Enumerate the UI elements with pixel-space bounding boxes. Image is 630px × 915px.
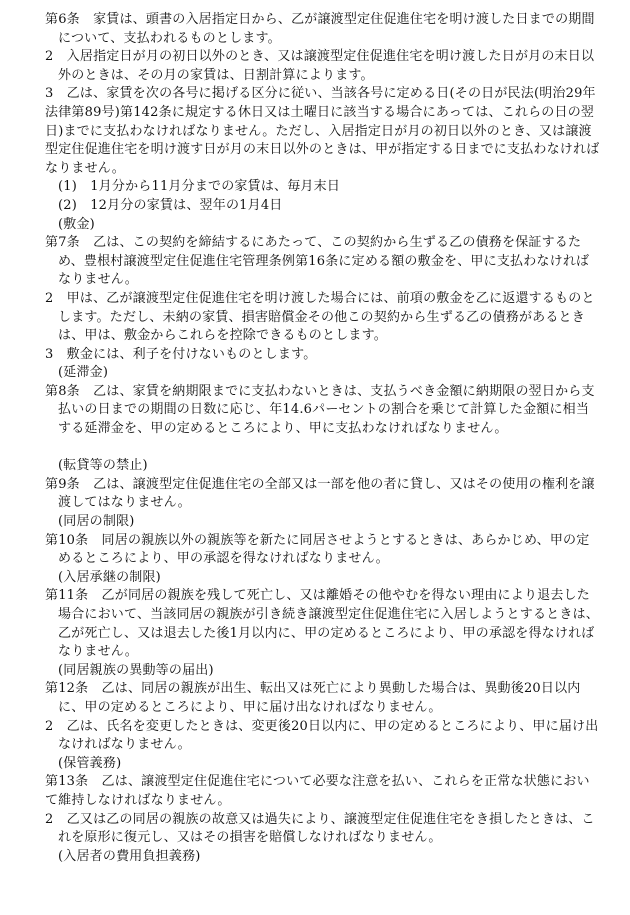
article-6-item-2: (2) 12月分の家賃は、翌年の1月4日: [58, 197, 283, 213]
article-12-para-1: 第12条 乙は、同居の親族が出生、転出又は死亡により異動した場合は、異動後20日以内に、甲の定めるところにより、甲に届け出なければなりません。: [45, 681, 581, 715]
article-6-para-2: 2 入居指定日が月の初日以外のとき、又は譲渡型定住促進住宅を明け渡した日が月の末日以外のときは、その月の家賃は、日割計算によります。: [45, 49, 595, 83]
article-7-para-2: 2 甲は、乙が譲渡型定住促進住宅を明け渡した場合には、前項の敷金を乙に返還するものとします。ただし、未納の家賃、損害賠償金その他この契約から生ずる乙の債務があるときは、甲は、敷金からこれらを控除できるものとします。: [45, 290, 595, 344]
blank-line: [45, 439, 600, 458]
article-7-para-3: 3 敷金には、利子を付けないものとします。: [45, 346, 317, 362]
article-6-para-3: 3 乙は、家賃を次の各号に掲げる区分に従い、当該各号に定める日(その日が民法(明治29年法律第89号)第142条に規定する休日又は土曜日に該当する場合にあっては、これらの日の翌日)までに支払わなければなりません。ただし、入居指定日が月の初日以外のとき、又は譲渡型定住促進住宅を明け渡す日が月の末日以外のときは、甲が指定する日までに支払わなければなりません。: [45, 86, 600, 176]
article-12-para-2: 2 乙は、氏名を変更したときは、変更後20日以内に、甲の定めるところにより、甲に届け出なければなりません。: [45, 718, 599, 753]
article-6-para-1: 第6条 家賃は、頭書の入居指定日から、乙が譲渡型定住促進住宅を明け渡した日までの期間について、支払われるものとします。: [45, 12, 595, 46]
article-11-para-1: 第11条 乙が同居の親族を残して死亡し、又は離婚その他やむを得ない理由により退去した場合において、当該同居の親族が引き続き譲渡型定住促進住宅に入居しようとするときは、乙が死亡し、又は退去した後1月以内に、甲の定めるところにより、甲の承認を得なければなりません。: [45, 588, 599, 660]
heading-tenant-cost-duty: (入居者の費用負担義務): [58, 848, 201, 864]
heading-succession-limit: (入居承継の制限): [58, 569, 161, 585]
article-8-para-1: 第8条 乙は、家賃を納期限までに支払わないときは、支払うべき金額に納期限の翌日から支払いの日までの期間の日数に応じ、年14.6パーセントの割合を乗じて計算した金額に相当する延滞金を、甲の定めるところにより、甲に支払わなければなりません。: [45, 383, 595, 437]
heading-late-fee: (延滞金): [58, 365, 109, 381]
article-7-para-1: 第7条 乙は、この契約を締結するにあたって、この契約から生ずる乙の債務を保証するため、豊根村譲渡型定住促進住宅管理条例第16条に定める額の敷金を、甲に支払わなければなりません。: [45, 235, 590, 288]
article-9-para-1: 第9条 乙は、譲渡型定住促進住宅の全部又は一部を他の者に貸し、又はその使用の権利を譲渡してはなりません。: [45, 476, 595, 511]
heading-custody-duty: (保管義務): [58, 755, 122, 771]
article-6-item-1: (1) 1月分から11月分までの家賃は、毎月末日: [58, 179, 341, 195]
article-10-para-1: 第10条 同居の親族以外の親族等を新たに同居させようとするときは、あらかじめ、甲の定めるところにより、甲の承認を得なければなりません。: [45, 532, 590, 567]
article-13-para-1: 第13条 乙は、譲渡型定住促進住宅について必要な注意を払い、これらを正常な状態において維持しなければなりません。: [45, 774, 590, 808]
heading-deposit: (敷金): [58, 216, 95, 232]
article-13-para-2: 2 乙又は乙の同居の親族の故意又は過失により、譲渡型定住促進住宅をき損したときは、これを原形に復元し、又はその損害を賠償しなければなりません。: [45, 811, 595, 846]
heading-sublease-prohibition: (転貸等の禁止): [58, 458, 148, 474]
heading-family-change-notice: (同居親族の異動等の届出): [58, 662, 214, 678]
heading-cohabitation-limit: (同居の制限): [58, 514, 135, 530]
